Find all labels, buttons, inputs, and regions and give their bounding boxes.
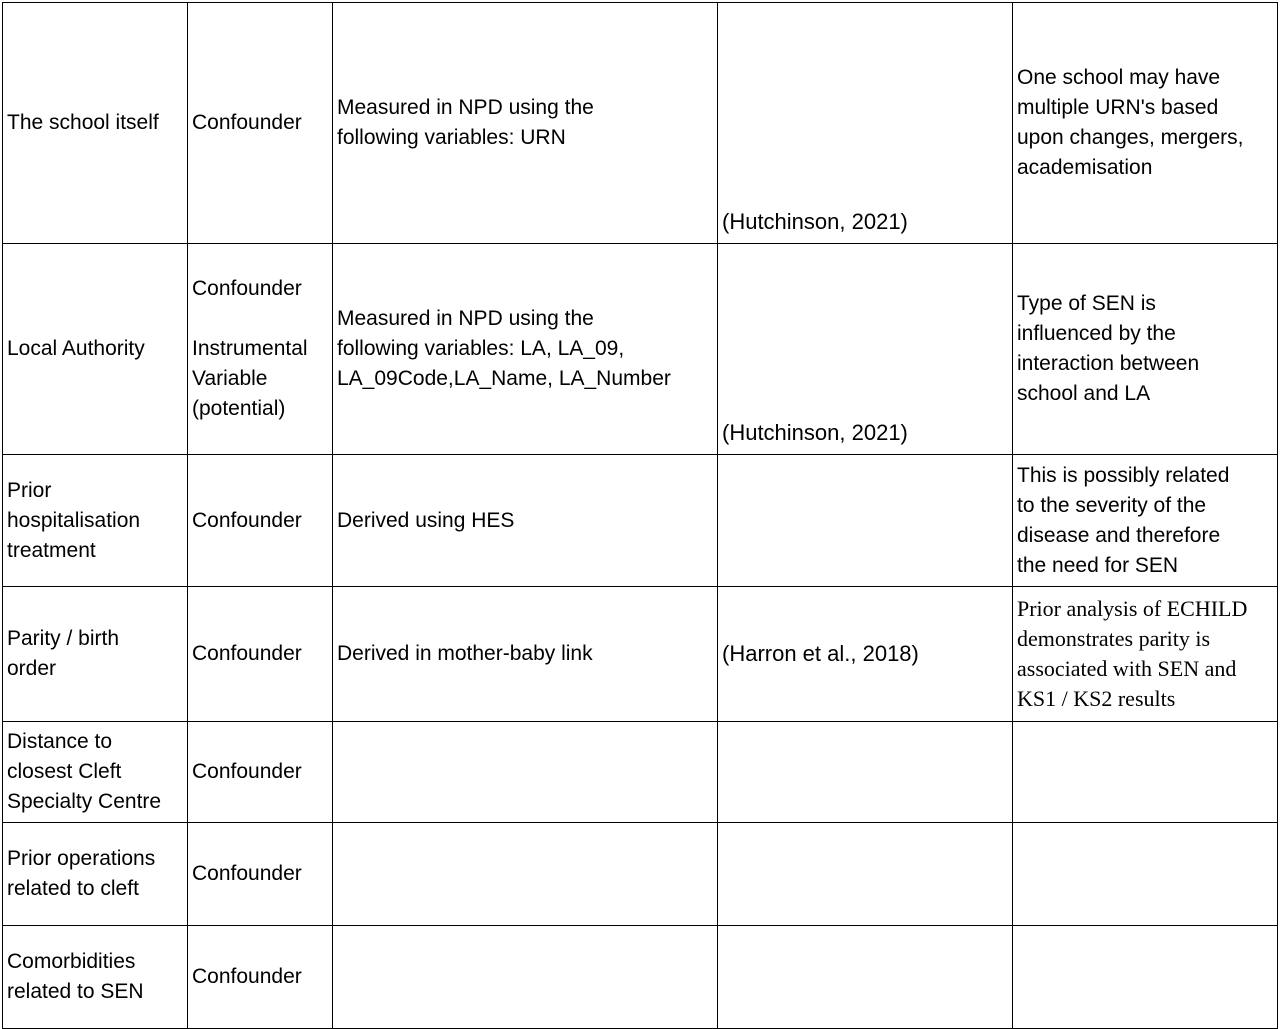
role-cell: Confounder [188,926,333,1029]
factor-cell: The school itself [3,3,188,244]
role-cell [188,244,333,455]
reference-cell [718,823,1013,926]
table-row [3,587,1278,722]
measurement-cell: Measured in NPD using the following variables: URN [333,3,718,244]
notes-cell: This is possibly related to the severity of the disease and therefore the need for SEN [1013,455,1278,587]
notes-cell: Type of SEN is influenced by the interaction between school and LA [1013,244,1278,455]
measurement-cell: Derived using HES [333,455,718,587]
measurement-cell [333,823,718,926]
variables-table [2,2,1278,1029]
notes-cell [1013,823,1278,926]
role-cell: Confounder [188,3,333,244]
notes-cell [1013,926,1278,1029]
role-secondary: Instrumental Variable (potential) [192,337,308,420]
measurement-cell: Measured in NPD using the following variables: LA, LA_09, LA_09Code,LA_Name, LA_Number [333,244,718,455]
measurement-cell: Derived in mother-baby link [333,587,718,722]
table-row [3,3,1278,244]
role-cell: Confounder [188,823,333,926]
reference-cell [718,722,1013,823]
factor-cell: Comorbidities related to SEN [3,926,188,1029]
role-cell: Confounder [188,455,333,587]
reference-cell [718,455,1013,587]
role-primary: Confounder [192,277,302,300]
reference-cell [718,926,1013,1029]
table-row [3,823,1278,926]
table-row [3,455,1278,587]
table-row [3,722,1278,823]
role-cell: Confounder [188,587,333,722]
table-row [3,926,1278,1029]
reference-cell: (Hutchinson, 2021) [718,3,1013,244]
factor-cell: Distance to closest Cleft Specialty Centre [3,722,188,823]
role-cell: Confounder [188,722,333,823]
reference-cell: (Harron et al., 2018) [718,587,1013,722]
measurement-cell [333,722,718,823]
table-row [3,244,1278,455]
factor-cell: Prior operations related to cleft [3,823,188,926]
notes-cell: One school may have multiple URN's based upon changes, mergers, academisation [1013,3,1278,244]
reference-cell: (Hutchinson, 2021) [718,244,1013,455]
factor-cell: Prior hospitalisation treatment [3,455,188,587]
notes-cell [1013,722,1278,823]
notes-cell: Prior analysis of ECHILD demonstrates parity is associated with SEN and KS1 / KS2 results [1013,587,1278,722]
measurement-cell [333,926,718,1029]
factor-cell: Parity / birth order [3,587,188,722]
factor-cell: Local Authority [3,244,188,455]
